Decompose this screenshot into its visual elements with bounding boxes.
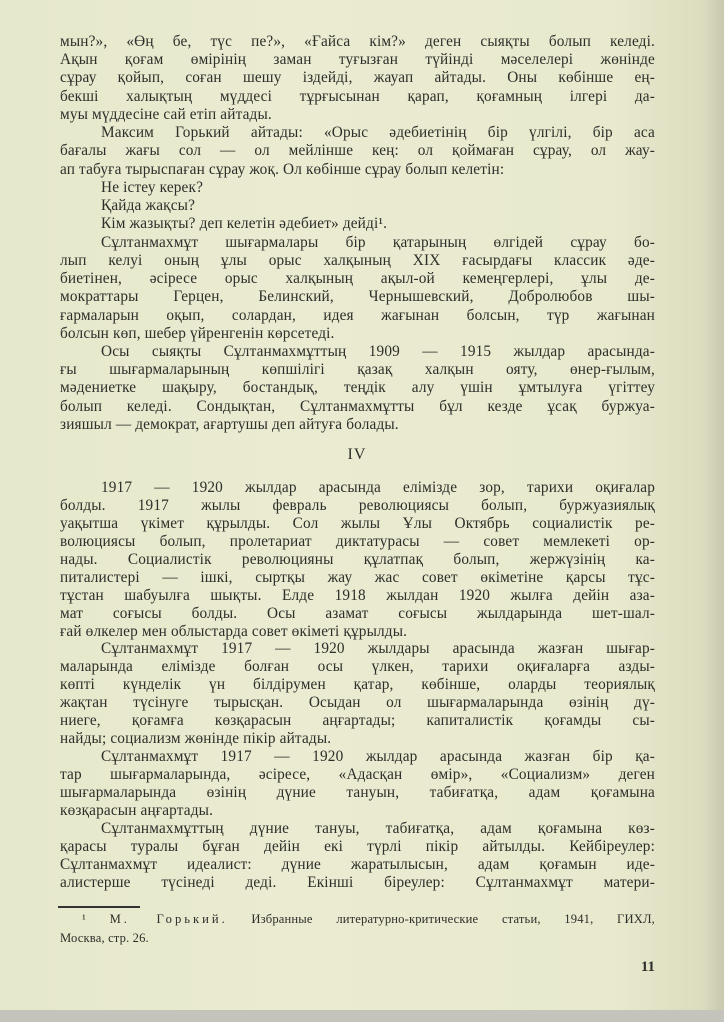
paragraph [60, 343, 655, 434]
paragraph [60, 479, 655, 640]
text-line: мәдениетке шақыру, бостандық, теңдік алу үшін ұмтылуға үгіттеу [60, 379, 655, 397]
text-line: көзқарасын аңғартады. [60, 801, 214, 819]
footnote-line: Москва, стр. 26. [60, 931, 149, 945]
text-line: Сұлтанмахмұттың дүние тануы, табиғатқа, адам қоғамына көз- [101, 819, 655, 837]
text-line: лып келуі оның ұлы орыс халқының XIX ғасырдағы классик әде- [60, 251, 655, 269]
page-number: 11 [640, 959, 655, 975]
paragraph [60, 234, 655, 343]
paragraph [60, 197, 655, 215]
text-line: бағалы жағы сол — ол мейлінше кең: ол қоймаған сұрау, ол жау- [60, 142, 655, 160]
text-line: Максим Горький айтады: «Орыс әдебиетінің бір үлгілі, бір аса [101, 124, 655, 142]
text-line: тұстан шабуылға шықты. Елде 1918 жылдан 1920 жылға дейін аза- [60, 586, 655, 604]
text-line: ғармаларын оқып, солардан, идея жағынан болсын, түр жағынан [60, 306, 655, 324]
text-line: Сұлтанмахмұт 1917 — 1920 жылдары арасында жазған шығар- [101, 640, 655, 658]
text-line: найды; социализм жөнінде пікір айтады. [60, 730, 332, 748]
footnote-source: Избранные литературно-критические статьи, 1941, ГИХЛ, [251, 912, 655, 926]
section-heading: IV [347, 446, 367, 463]
text-line: мократтары Герцен, Белинский, Чернышевский, Добролюбов шы- [60, 288, 655, 306]
text-line: Қайда жақсы? [101, 197, 196, 215]
text-section-part1 [60, 33, 655, 434]
paragraph [60, 179, 655, 197]
text-line: уақытша үкімет құрылды. Сол жылы Ұлы Октябрь социалистік ре- [60, 514, 655, 532]
text-line: бекші халықтың мүддесі тұрғысынан қарап, қоғамның ілгері да- [60, 87, 655, 105]
text-line: жақтан түсінуге тырысқан. Осыдан ол шығармаларында өзінің дү- [60, 694, 655, 712]
text-line: питалистері — ішкі, сыртқы жау жас совет өкіметіне қарсы тұс- [60, 568, 655, 586]
text-line: көпті күнделік үн білдірумен қатар, көбінше, оларды теориялық [60, 676, 655, 694]
text-line: Сұлтанмахмұт идеалист: дүние жаратылысын, адам қоғамын иде- [60, 855, 655, 873]
text-line: Сұлтанмахмұт 1917 — 1920 жылдар арасында жазған бір қа- [101, 748, 655, 766]
footnote-line [60, 910, 655, 929]
footnote-author: М. Горький. [109, 912, 228, 926]
text-line: Ақын қоғам өмірінің заман туғызған түйінді мәселелері жөнінде [60, 51, 655, 69]
text-line: сұрау қойып, соған шешу іздейді, жауап айтады. Оны көбінше ең- [60, 69, 655, 87]
text-line: болып келеді. Сондықтан, Сұлтанмахмұтты бұл кезде ұсақ буржуа- [60, 397, 655, 415]
text-line: ғы шығармаларының көпшілігі қазақ халқын ояту, өнер-ғылым, [60, 361, 655, 379]
text-line: шығармаларында өзінің дүние тануын, табиғатқа, адам қоғамына [60, 783, 655, 801]
text-line: мат соғысы болды. Осы азамат соғысы жылдарында шет-шал- [60, 604, 655, 622]
scan-edge [0, 1010, 724, 1022]
paragraph [60, 640, 655, 748]
text-section-part2 [60, 479, 655, 892]
footnote-divider [58, 906, 140, 908]
text-line: тар шығармаларында, әсіресе, «Адасқан өмір», «Социализм» деген [60, 766, 655, 783]
text-line: зияшыл — демократ, ағартушы деп айтуға болады. [60, 415, 399, 433]
text-line: Не істеу керек? [101, 178, 204, 196]
text-line: волюциясы болып, пролетариат диктатурасы — совет мемлекеті ор- [60, 532, 655, 550]
text-line: муы мүддесіне сай етіп айтады. [60, 105, 272, 123]
text-line: Кім жазықты? деп келетін әдебиет» дейді¹. [101, 215, 388, 233]
footnote-marker: ¹ [82, 912, 86, 926]
paragraph [60, 215, 655, 233]
text-line: маларында елімізде болған осы үлкен, тарихи оқиғаларға азды- [60, 658, 655, 676]
paragraph [60, 124, 655, 179]
text-line: болсын көп, шебер үйренгенін көрсетеді. [60, 324, 335, 342]
text-line: болды. 1917 жылы февраль революциясы болып, буржуазиялық [60, 496, 655, 514]
footnote [60, 910, 655, 948]
text-line: ғай өлкелер мен облыстарда совет өкіметі құрылды. [60, 622, 408, 640]
text-line: биетінен, әсіресе орыс халқының ақыл-ой кемеңгерлері, ұлы де- [60, 270, 655, 288]
paragraph [60, 748, 655, 820]
text-line: нады. Социалистік революцияны құлатпақ болып, жержүзінің ка- [60, 550, 655, 568]
text-line: мын?», «Өң бе, түс пе?», «Ғайса кім?» деген сыяқты болып келеді. [60, 33, 655, 50]
text-line: ниеге, қоғамға көзқарасын аңғартады; капиталистік қоғамды сы- [60, 712, 655, 730]
text-line: алистерше түсінеді деді. Екінші біреулер: Сұлтанмахмұт матери- [60, 873, 655, 891]
text-line: қарасы туралы бұған дейін екі түрлі пікір айтылды. Кейбіреулер: [60, 837, 655, 855]
text-line: Сұлтанмахмұт шығармалары бір қатарының өлгідей сұрау бо- [101, 233, 655, 251]
paragraph [60, 33, 655, 124]
paragraph [60, 820, 655, 892]
text-line: ап табуға тырыспаған сұрау жоқ. Ол көбінше сұрау болып келетін: [60, 160, 505, 178]
text-line: 1917 — 1920 жылдар арасында елімізде зор, тарихи оқиғалар [101, 479, 655, 496]
text-line: Осы сыяқты Сұлтанмахмұттың 1909 — 1915 жылдар арасында- [101, 342, 655, 360]
